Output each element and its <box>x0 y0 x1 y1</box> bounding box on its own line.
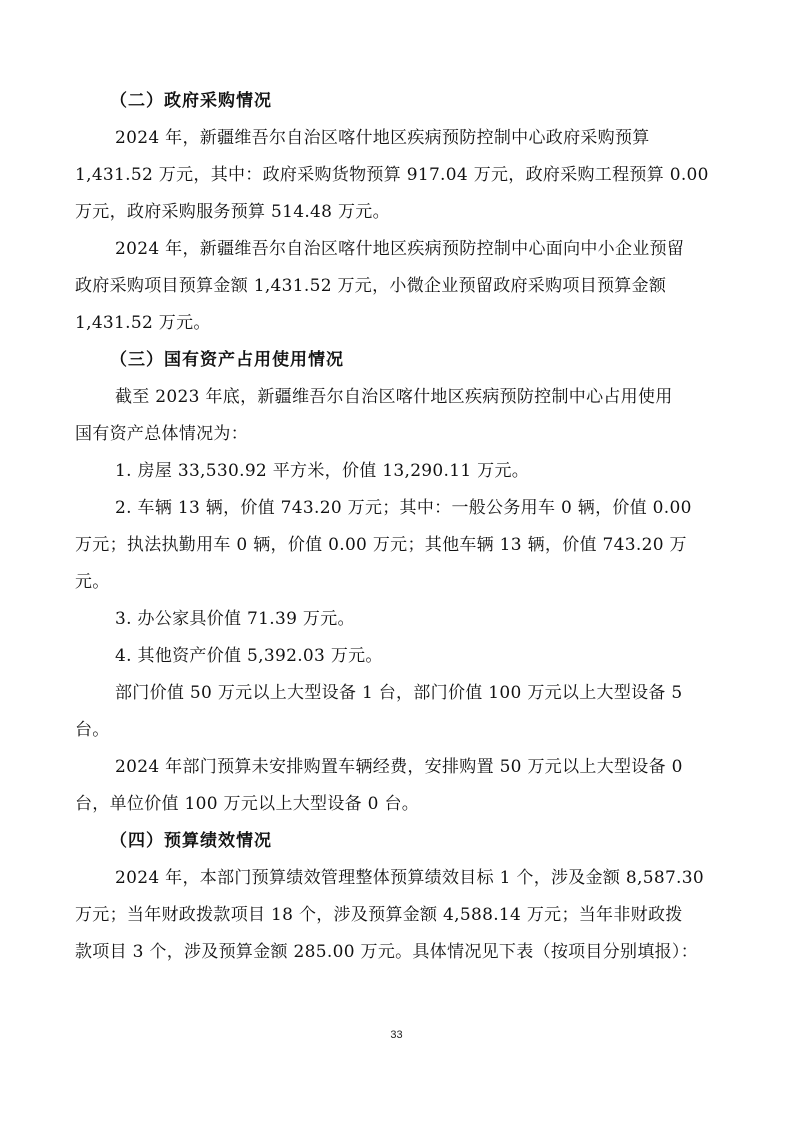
paragraph-line: 国有资产总体情况为： <box>75 424 248 444</box>
list-item-continuation: 元。 <box>75 572 110 592</box>
paragraph-line: 2024 年部门预算未安排购置车辆经费，安排购置 50 万元以上大型设备 0 <box>115 757 683 777</box>
paragraph-line: 2024 年，新疆维吾尔自治区喀什地区疾病预防控制中心面向中小企业预留 <box>115 239 685 259</box>
paragraph-line: 政府采购项目预算金额 1,431.52 万元，小微企业预留政府采购项目预算金额 <box>75 276 667 296</box>
paragraph-line: 2024 年，新疆维吾尔自治区喀什地区疾病预防控制中心政府采购预算 <box>115 128 650 148</box>
paragraph-line: 1,431.52 万元。 <box>75 313 211 333</box>
paragraph-line: 截至 2023 年底，新疆维吾尔自治区喀什地区疾病预防控制中心占用使用 <box>115 387 673 407</box>
paragraph-line: 部门价值 50 万元以上大型设备 1 台，部门价值 100 万元以上大型设备 5 <box>115 683 683 703</box>
paragraph-line: 2024 年，本部门预算绩效管理整体预算绩效目标 1 个，涉及金额 8,587.30 <box>115 868 704 888</box>
list-item: 1. 房屋 33,530.92 平方米，价值 13,290.11 万元。 <box>115 461 530 481</box>
paragraph-line: 万元，政府采购服务预算 514.48 万元。 <box>75 202 390 222</box>
list-item-continuation: 万元；执法执勤用车 0 辆，价值 0.00 万元；其他车辆 13 辆，价值 743.20 万 <box>75 535 687 555</box>
list-item: 3. 办公家具价值 71.39 万元。 <box>115 609 355 629</box>
section-heading-assets: （三）国有资产占用使用情况 <box>110 350 344 370</box>
section-heading-performance: （四）预算绩效情况 <box>110 831 272 851</box>
paragraph-line: 1,431.52 万元，其中：政府采购货物预算 917.04 万元，政府采购工程预算 0.00 <box>75 165 709 185</box>
list-item: 4. 其他资产价值 5,392.03 万元。 <box>115 646 383 666</box>
paragraph-line: 台，单位价值 100 万元以上大型设备 0 台。 <box>75 794 420 814</box>
section-heading-procurement: （二）政府采购情况 <box>110 91 272 111</box>
paragraph-line: 万元；当年财政拨款项目 18 个，涉及预算金额 4,588.14 万元；当年非财政拨 <box>75 905 683 925</box>
paragraph-line: 台。 <box>75 720 110 740</box>
list-item: 2. 车辆 13 辆，价值 743.20 万元；其中：一般公务用车 0 辆，价值 0.00 <box>115 498 692 518</box>
paragraph-line: 款项目 3 个，涉及预算金额 285.00 万元。具体情况见下表（按项目分别填报）： <box>75 942 699 962</box>
page-number: 33 <box>390 1029 403 1041</box>
